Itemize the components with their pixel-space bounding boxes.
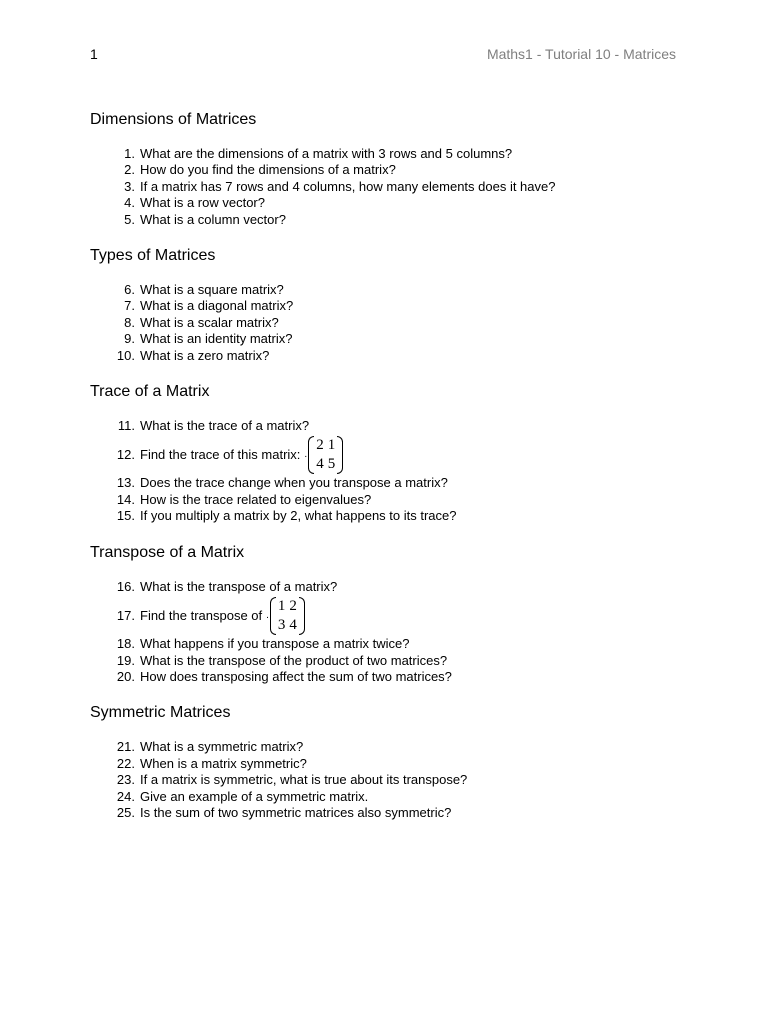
section [90, 383, 690, 525]
matrix [270, 597, 305, 635]
document-title: Maths1 - Tutorial 10 - Matrices [486, 46, 676, 62]
question-text: What is the transpose of the product of two matrices? [140, 652, 448, 668]
question-text: What are the dimensions of a matrix with 3 rows and 5 columns? [140, 146, 513, 161]
question-number: 6. [124, 282, 135, 298]
question-list [90, 579, 690, 686]
question-number: 3. [124, 178, 135, 194]
question-item [90, 739, 690, 755]
question-number: 10. [116, 347, 135, 363]
question-item [90, 315, 690, 331]
question-number: 2. [124, 162, 135, 178]
question-item [90, 212, 690, 228]
question-text: Find the transpose of [140, 607, 263, 623]
question-number: 22. [116, 755, 135, 771]
question-number: 21. [116, 739, 135, 755]
matrix-cell: 2 [316, 437, 324, 454]
question-number: 9. [124, 331, 135, 347]
section [90, 111, 690, 228]
question-item [90, 146, 690, 162]
question-text: What is the trace of a matrix? [140, 418, 310, 434]
question-item [90, 653, 690, 669]
question-list [90, 739, 690, 821]
question-number: 14. [116, 491, 135, 507]
question-item [90, 669, 690, 685]
question-item [90, 162, 690, 178]
question-text: What is a symmetric matrix? [140, 739, 304, 755]
question-text: Is the sum of two symmetric matrices also symmetric? [140, 804, 452, 820]
matrix-cell: 3 [277, 617, 286, 634]
question-text: What is a row vector? [140, 195, 265, 211]
question-item [90, 475, 690, 491]
question-item [90, 331, 690, 347]
question-number: 8. [124, 314, 135, 330]
question-text: What is a zero matrix? [140, 347, 270, 363]
question-number: 11. [117, 418, 135, 434]
matrix [308, 436, 343, 474]
question-number: 19. [116, 652, 135, 668]
section [90, 704, 690, 821]
question-text: If a matrix is symmetric, what is true about its transpose? [140, 772, 468, 788]
matrix-lead-dot: . [304, 449, 308, 461]
question-number: 24. [116, 788, 135, 804]
section-heading: Dimensions of Matrices [90, 111, 257, 128]
question-text: How is the trace related to eigenvalues? [140, 491, 372, 507]
question-item [90, 756, 690, 772]
question-text: When is a matrix symmetric? [140, 755, 307, 771]
question-number: 4. [124, 195, 135, 211]
question-item [90, 195, 690, 211]
question-text: What is a scalar matrix? [140, 314, 279, 330]
question-text: If a matrix has 7 rows and 4 columns, how many elements does it have? [140, 178, 556, 194]
right-parenthesis [337, 436, 343, 474]
question-list [90, 146, 690, 228]
matrix-cell: 5 [327, 456, 336, 473]
question-text: How do you find the dimensions of a matrix? [140, 162, 396, 178]
question-item [90, 596, 690, 636]
question-number: 15. [116, 508, 135, 524]
question-number: 17. [116, 607, 135, 623]
question-item [90, 435, 690, 475]
question-text: If you multiply a matrix by 2, what happens to its trace? [140, 508, 457, 524]
right-parenthesis [299, 597, 305, 635]
question-list [90, 418, 690, 525]
question-text: Does the trace change when you transpose a matrix? [140, 475, 448, 491]
question-text: What is a square matrix? [140, 282, 284, 298]
matrix-lead-dot: . [266, 609, 269, 621]
question-item [90, 492, 690, 508]
question-number: 1. [124, 146, 135, 161]
question-number: 20. [116, 668, 135, 684]
matrix-cell: 4 [316, 456, 324, 473]
question-number: 7. [124, 298, 135, 314]
matrix-entries [314, 436, 337, 474]
question-item [90, 508, 690, 524]
question-text: What is a diagonal matrix? [140, 298, 294, 314]
section [90, 544, 690, 686]
question-item [90, 789, 690, 805]
matrix-cell: 1 [277, 598, 286, 615]
question-number: 13. [116, 475, 135, 491]
question-item [90, 282, 690, 298]
question-number: 18. [116, 636, 135, 652]
section [90, 247, 690, 364]
question-text: What is the transpose of a matrix? [140, 578, 338, 594]
question-text: Give an example of a symmetric matrix. [140, 788, 369, 804]
question-number: 23. [116, 772, 135, 788]
section-heading: Trace of a Matrix [90, 383, 210, 401]
question-number: 16. [116, 578, 135, 594]
question-text: What happens if you transpose a matrix twice? [140, 636, 410, 652]
question-text: What is a column vector? [140, 211, 286, 227]
section-heading: Symmetric Matrices [90, 704, 231, 722]
question-text: What is an identity matrix? [140, 331, 293, 347]
question-item [90, 579, 690, 595]
question-list [90, 282, 690, 364]
question-item [90, 636, 690, 652]
question-item [90, 772, 690, 788]
question-number: 25. [116, 804, 135, 820]
section-heading: Types of Matrices [90, 247, 216, 265]
question-text: How does transposing affect the sum of two matrices? [140, 668, 452, 684]
question-item [90, 179, 690, 195]
matrix-cell: 1 [327, 437, 336, 454]
question-number: 12. [116, 447, 135, 463]
matrix-entries [276, 597, 299, 635]
matrix-cell: 2 [289, 598, 297, 615]
question-item [90, 805, 690, 821]
question-number: 5. [124, 211, 135, 227]
matrix-cell: 4 [289, 617, 297, 634]
question-item [90, 348, 690, 364]
question-item [90, 418, 690, 434]
question-text: Find the trace of this matrix: [140, 447, 301, 463]
page-number: 1 [90, 46, 98, 62]
question-item [90, 298, 690, 314]
section-heading: Transpose of a Matrix [90, 543, 245, 561]
document-body [90, 111, 690, 840]
